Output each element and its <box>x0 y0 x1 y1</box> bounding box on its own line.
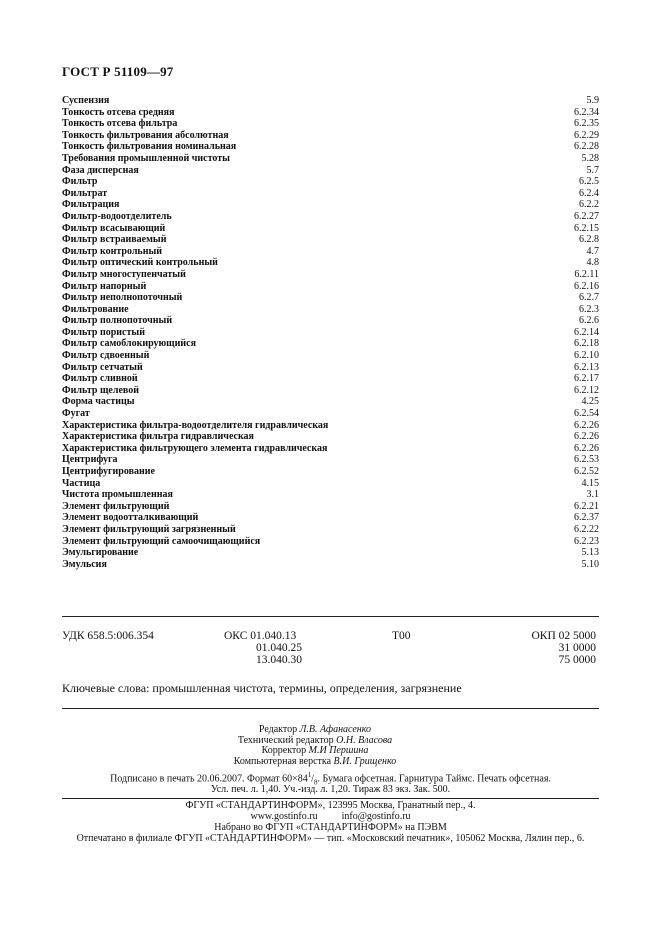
index-row <box>62 257 599 269</box>
index-row <box>62 165 599 177</box>
index-ref: 6.2.2 <box>579 199 599 211</box>
index-ref: 5.13 <box>581 547 599 559</box>
index-ref: 6.2.7 <box>579 292 599 304</box>
index-row <box>62 153 599 165</box>
index-term: Фильтр оптический контрольный <box>62 257 218 269</box>
index-term: Фильтрат <box>62 187 108 199</box>
index-ref: 6.2.4 <box>579 187 599 199</box>
index-term: Фильтрование <box>62 303 129 315</box>
index-row <box>62 327 599 339</box>
keywords-line: Ключевые слова: промышленная чистота, термины, определения, загрязнение <box>62 681 462 695</box>
index-term: Форма частицы <box>62 396 135 408</box>
publisher-block <box>62 800 599 844</box>
index-row <box>62 304 599 316</box>
index-term: Фильтр <box>62 176 98 188</box>
index-ref: 6.2.54 <box>574 408 599 420</box>
okp-code: ОКП 02 5000 <box>531 630 596 642</box>
imprint-text: Подписано в печать 20.06.2007. Формат 60×84 <box>110 773 308 785</box>
index-row <box>62 524 599 536</box>
index-term: Фильтрация <box>62 199 120 211</box>
index-row <box>62 420 599 432</box>
index-term: Тонкость отсева средняя <box>62 106 175 118</box>
index-term: Фильтр неполнопоточный <box>62 292 183 304</box>
typeset-note: Набрано во ФГУП «СТАНДАРТИНФОРМ» на ПЭВМ <box>214 822 447 833</box>
divider-keywords <box>62 708 599 709</box>
index-row <box>62 199 599 211</box>
staff-name: В.И. Грищенко <box>333 755 397 767</box>
printed-note: Отпечатано в филиале ФГУП «СТАНДАРТИНФОРМ» — тип. «Московский печатник», 105062 Москва, Лялин пер., 6. <box>76 833 585 844</box>
index-ref: 6.2.17 <box>574 373 599 385</box>
index-term: Характеристика фильтра гидравлическая <box>62 431 254 443</box>
index-term: Чистота промышленная <box>62 489 173 501</box>
index-row <box>62 176 599 188</box>
index-term: Характеристика фильтрующего элемента гидравлическая <box>62 442 328 454</box>
index-ref: 6.2.26 <box>574 431 599 443</box>
index-term: Тонкость фильтрования номинальная <box>62 141 237 153</box>
index-row <box>62 211 599 223</box>
index-row <box>62 350 599 362</box>
index-ref: 6.2.3 <box>579 303 599 315</box>
index-term: Элемент фильтрующий самоочищающийся <box>62 535 261 547</box>
okp-code: 75 0000 <box>558 654 596 666</box>
index-term: Фильтр сдвоенный <box>62 350 150 362</box>
index-ref: 6.2.13 <box>574 361 599 373</box>
index-row <box>62 315 599 327</box>
index-term: Элемент фильтрующий <box>62 500 170 512</box>
index-row <box>62 95 599 107</box>
index-row <box>62 373 599 385</box>
staff-name: Л.В. Афанасенко <box>299 724 372 735</box>
index-row <box>62 559 599 571</box>
staff-name: О.Н. Власова <box>336 734 393 746</box>
index-term: Фильтр пористый <box>62 326 145 338</box>
index-term: Фильтр сетчатый <box>62 361 143 373</box>
index-ref: 6.2.15 <box>574 222 599 234</box>
index-term: Фильтр контрольный <box>62 245 163 257</box>
index-row <box>62 107 599 119</box>
index-row <box>62 547 599 559</box>
index-ref: 5.7 <box>586 164 599 176</box>
index-ref: 6.2.35 <box>574 118 599 130</box>
index-ref: 6.2.6 <box>579 315 599 327</box>
page-header-title: ГОСТ Р 51109—97 <box>62 64 174 79</box>
publisher-website: www.gostinfo.ru <box>250 811 318 822</box>
index-term: Элемент водоотталкивающий <box>62 512 199 524</box>
index-row <box>62 234 599 246</box>
index-term: Эмульсия <box>62 558 107 570</box>
index-term: Фильтр щелевой <box>62 384 139 396</box>
index-ref: 6.2.29 <box>574 129 599 141</box>
index-ref: 6.2.10 <box>574 350 599 362</box>
index-term: Характеристика фильтра-водоотделителя гидравлическая <box>62 419 329 431</box>
index-row <box>62 478 599 490</box>
index-term: Частица <box>62 477 101 489</box>
index-ref: 6.2.27 <box>574 210 599 222</box>
staff-role: Компьютерная верстка <box>233 755 332 767</box>
index-row <box>62 512 599 524</box>
index-row <box>62 454 599 466</box>
okp-block <box>480 630 596 666</box>
staff-role: Технический редактор <box>237 734 334 746</box>
index-term: Тонкость отсева фильтра <box>62 118 178 130</box>
index-row <box>62 246 599 258</box>
okp-code: 31 0000 <box>558 642 596 654</box>
staff-role: Корректор <box>261 745 307 757</box>
index-row <box>62 188 599 200</box>
index-ref: 6.2.37 <box>574 512 599 524</box>
index-ref: 4.15 <box>581 477 599 489</box>
index-term: Фильтр встраиваемый <box>62 234 167 246</box>
staff-row <box>150 757 480 768</box>
index-ref: 5.9 <box>586 95 599 106</box>
index-ref: 5.28 <box>581 152 599 164</box>
publisher-email: info@gostinfo.ru <box>341 811 411 822</box>
index-row <box>62 338 599 350</box>
index-row <box>62 281 599 293</box>
oks-code: 13.040.30 <box>256 654 302 666</box>
index-term: Требования промышленной чистоты <box>62 152 230 164</box>
index-ref: 6.2.26 <box>574 442 599 454</box>
publisher-contacts <box>62 811 599 822</box>
index-ref: 3.1 <box>586 489 599 501</box>
index-row <box>62 443 599 455</box>
oks-code: 01.040.25 <box>256 642 302 654</box>
index-row <box>62 466 599 478</box>
index-ref: 4.25 <box>581 396 599 408</box>
index-term: Фильтр сливной <box>62 373 138 385</box>
index-ref: 6.2.5 <box>579 176 599 188</box>
index-row <box>62 385 599 397</box>
index-ref: 6.2.12 <box>574 384 599 396</box>
index-ref: 6.2.22 <box>574 523 599 535</box>
divider-top <box>62 616 599 617</box>
staff-name: М.И Першина <box>308 745 369 757</box>
oks-code: ОКС 01.040.13 <box>224 630 297 642</box>
index-term: Фугат <box>62 408 90 420</box>
divider-publisher <box>62 798 599 799</box>
alphabetical-index <box>62 95 599 570</box>
index-term: Тонкость фильтрования абсолютная <box>62 129 229 141</box>
staff-role: Редактор <box>258 724 298 735</box>
index-term: Центрифуга <box>62 454 118 466</box>
index-row <box>62 118 599 130</box>
index-row <box>62 269 599 281</box>
index-ref: 5.10 <box>581 558 599 570</box>
index-term: Эмульгирование <box>62 547 139 559</box>
index-ref: 6.2.28 <box>574 141 599 153</box>
index-ref: 6.2.34 <box>574 106 599 118</box>
format-fraction-numerator: 1 <box>307 771 312 779</box>
publisher-address: ФГУП «СТАНДАРТИНФОРМ», 123995 Москва, Гранатный пер., 4. <box>185 800 476 811</box>
index-ref: 6.2.18 <box>574 338 599 350</box>
udk-block <box>62 630 154 642</box>
index-term: Фильтр напорный <box>62 280 147 292</box>
index-term: Фильтр многоступенчатый <box>62 268 186 280</box>
index-row <box>62 223 599 235</box>
index-term: Фильтр полнопоточный <box>62 315 173 327</box>
index-term: Фильтр-водоотделитель <box>62 210 172 222</box>
index-ref: 6.2.53 <box>574 454 599 466</box>
imprint-line-2: Усл. печ. л. 1,40. Уч.-изд. л. 1,20. Тираж 83 экз. Зак. 500. <box>210 784 451 795</box>
t-block <box>392 630 411 642</box>
index-ref: 6.2.21 <box>574 500 599 512</box>
index-term: Суспензия <box>62 95 110 106</box>
index-row <box>62 501 599 513</box>
imprint-text: . Бумага офсетная. Гарнитура Таймс. Печать офсетная. <box>317 773 551 785</box>
index-row <box>62 431 599 443</box>
index-ref: 6.2.16 <box>574 280 599 292</box>
index-term: Фаза дисперсная <box>62 164 139 176</box>
oks-block <box>224 630 302 666</box>
t-code: Т00 <box>392 630 411 642</box>
index-ref: 6.2.52 <box>574 466 599 477</box>
index-row <box>62 141 599 153</box>
index-term: Фильтр всасывающий <box>62 222 166 234</box>
index-ref: 6.2.23 <box>574 535 599 547</box>
index-ref: 6.2.14 <box>574 326 599 338</box>
index-ref: 4.7 <box>586 245 599 257</box>
index-term: Центрифугирование <box>62 466 155 477</box>
imprint-line-1: Подписано в печать 20.06.2007. Формат $60\times 84^1/_8$. Бумага офсетная. Гарнитура Таймс. Печать офсетная. <box>110 771 551 787</box>
index-row <box>62 292 599 304</box>
format-fraction-denominator: 8 <box>314 778 318 787</box>
index-ref: 6.2.26 <box>574 419 599 431</box>
index-row <box>62 396 599 408</box>
index-ref: 6.2.11 <box>574 268 599 280</box>
index-ref: 6.2.8 <box>579 234 599 246</box>
staff-credits <box>150 725 480 767</box>
index-term: Фильтр самоблокирующийся <box>62 338 196 350</box>
index-ref: 4.8 <box>586 257 599 269</box>
index-row <box>62 489 599 501</box>
index-row <box>62 408 599 420</box>
index-row <box>62 536 599 548</box>
index-row <box>62 130 599 142</box>
index-row <box>62 362 599 374</box>
udk-code: УДК 658.5:006.354 <box>62 630 154 642</box>
index-term: Элемент фильтрующий загрязненный <box>62 523 236 535</box>
